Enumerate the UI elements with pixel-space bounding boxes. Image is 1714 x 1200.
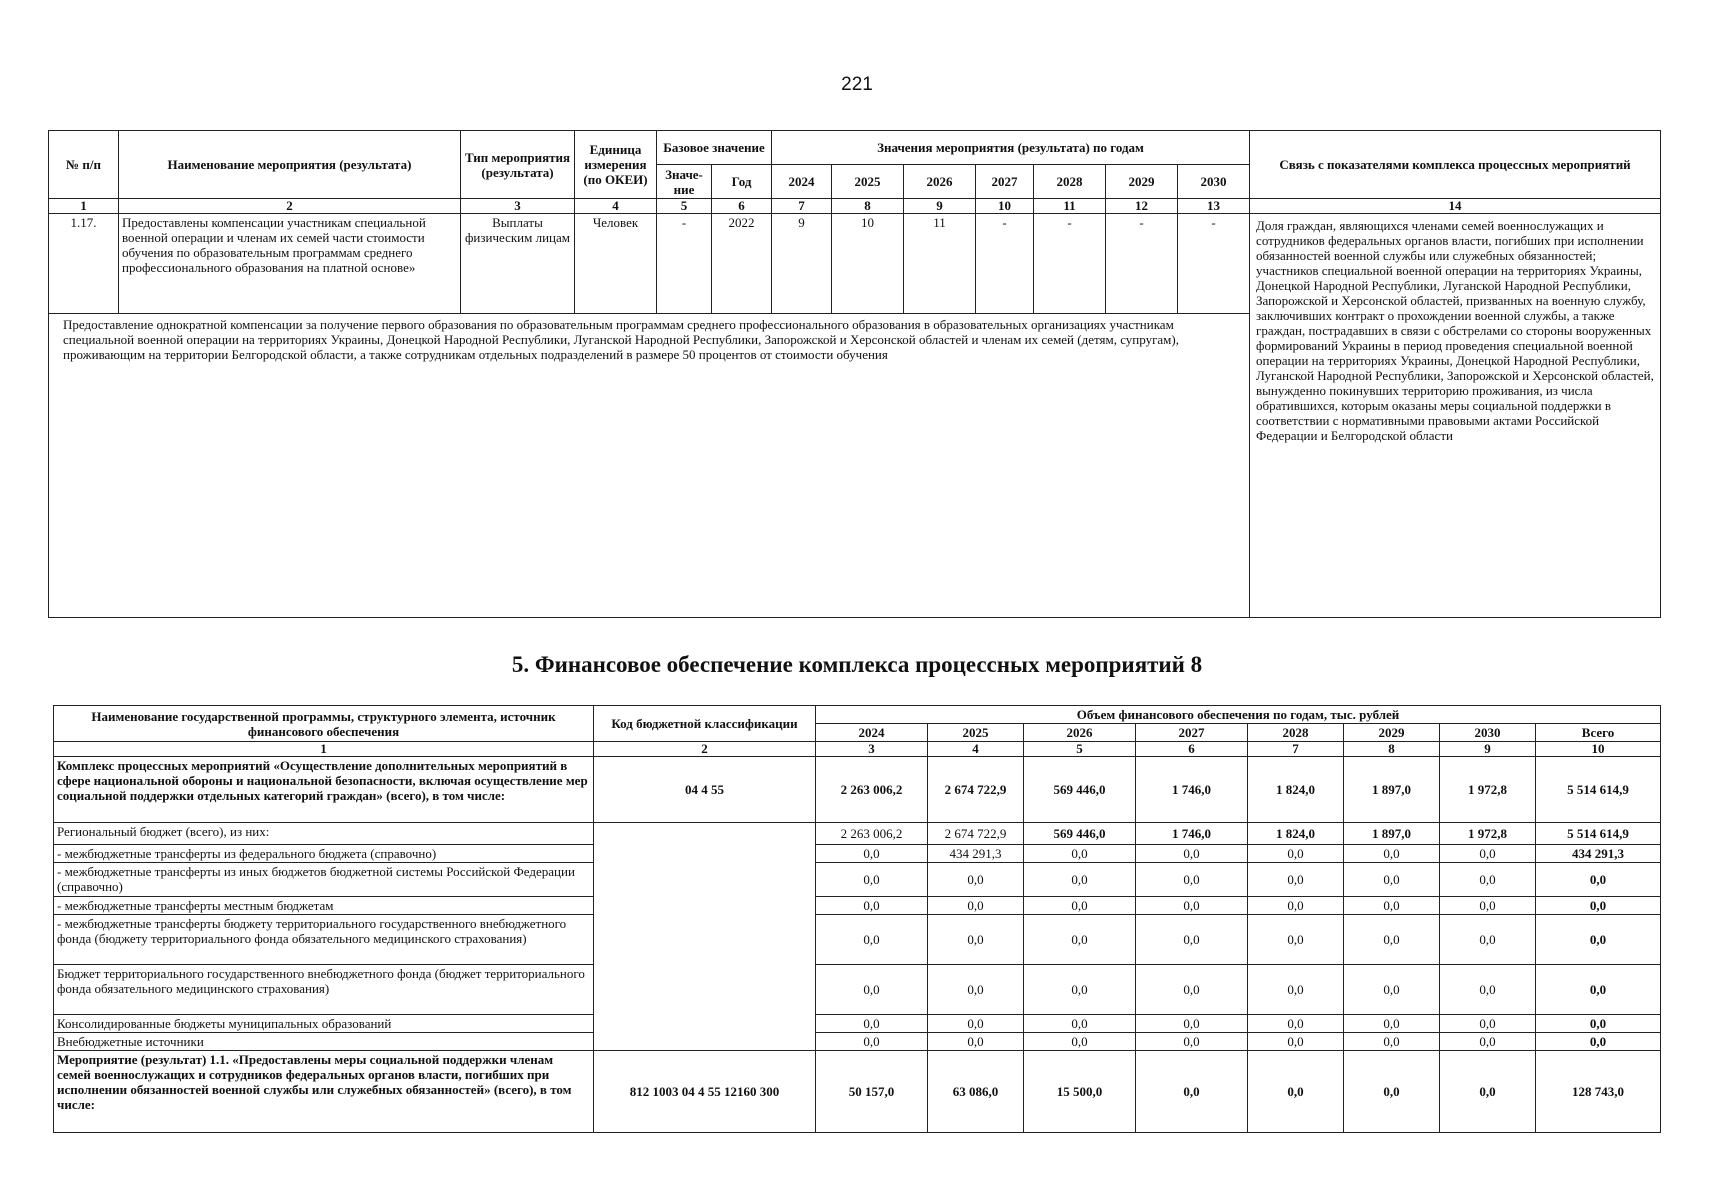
- row-value: 0,0: [1024, 1015, 1136, 1033]
- header-name: Наименование мероприятия (результата): [119, 131, 461, 199]
- header-year: 2027: [1136, 724, 1248, 742]
- row-name: - межбюджетные трансферты из иных бюджетов бюджетной системы Российской Федерации (справочно): [54, 863, 594, 897]
- row-value: 0,0: [1440, 1033, 1536, 1051]
- row-value: 0,0: [1136, 1051, 1248, 1133]
- col-number: 1: [54, 742, 594, 757]
- row-value: 0,0: [1248, 863, 1344, 897]
- row-name: Комплекс процессных мероприятий «Осуществление дополнительных мероприятий в сфере национальной обороны и национальной безопасности, включая осуществление мер социальной поддержки отдельных категорий граждан» (всего), в том числе:: [54, 757, 594, 823]
- table-row: [54, 863, 1661, 897]
- table-row: [54, 965, 1661, 1015]
- col-number: 1: [49, 199, 119, 214]
- col-number: 8: [832, 199, 904, 214]
- header-year: 2024: [772, 165, 832, 199]
- col-number: 9: [1440, 742, 1536, 757]
- col-number: 14: [1250, 199, 1661, 214]
- row-value: -: [1106, 214, 1178, 314]
- col-number: 6: [712, 199, 772, 214]
- row-value: 1 746,0: [1136, 823, 1248, 845]
- row-value: 0,0: [1136, 863, 1248, 897]
- row-value: 0,0: [1136, 845, 1248, 863]
- col-number: 7: [772, 199, 832, 214]
- row-base-year: 2022: [712, 214, 772, 314]
- row-value: 0,0: [1440, 1015, 1536, 1033]
- row-type: Выплаты физическим лицам: [461, 214, 575, 314]
- row-value: 0,0: [1344, 863, 1440, 897]
- row-value: 2 263 006,2: [816, 823, 928, 845]
- table-row: [54, 915, 1661, 965]
- row-value: 0,0: [1248, 915, 1344, 965]
- col-number: 5: [1024, 742, 1136, 757]
- col-number: 6: [1136, 742, 1248, 757]
- row-value: 0,0: [1344, 965, 1440, 1015]
- row-value: 434 291,3: [928, 845, 1024, 863]
- row-value: 15 500,0: [1024, 1051, 1136, 1133]
- header-total: Всего: [1536, 724, 1661, 742]
- row-value: 2 674 722,9: [928, 757, 1024, 823]
- col-number: 4: [928, 742, 1024, 757]
- table-row: [54, 1051, 1661, 1133]
- header-base: Базовое значение: [657, 131, 772, 165]
- row-total: 5 514 614,9: [1536, 757, 1661, 823]
- header-year: 2028: [1248, 724, 1344, 742]
- row-value: 1 897,0: [1344, 823, 1440, 845]
- header-year: 2026: [1024, 724, 1136, 742]
- row-name: - межбюджетные трансферты бюджету территориального государственного внебюджетного фонда (бюджету территориального фонда обязательного медицинского страхования): [54, 915, 594, 965]
- header-link: Связь с показателями комплекса процессных мероприятий: [1250, 131, 1661, 199]
- row-name: Региональный бюджет (всего), из них:: [54, 823, 594, 845]
- row-name: Консолидированные бюджеты муниципальных образований: [54, 1015, 594, 1033]
- header-year: 2029: [1344, 724, 1440, 742]
- header-base-value: Значе-ние: [657, 165, 712, 199]
- row-value: 0,0: [1440, 965, 1536, 1015]
- table-row: [49, 214, 1661, 314]
- row-value: 0,0: [1248, 1015, 1344, 1033]
- row-value: 569 446,0: [1024, 823, 1136, 845]
- table-row: [54, 897, 1661, 915]
- row-value: 2 674 722,9: [928, 823, 1024, 845]
- header-year: 2025: [832, 165, 904, 199]
- row-value: 0,0: [816, 863, 928, 897]
- finance-table: [53, 705, 1661, 1133]
- row-name: Мероприятие (результат) 1.1. «Предоставлены меры социальной поддержки членам семей военнослужащих и сотрудников федеральных органов власти, погибших при исполнении обязанностей военной службы или служебных обязанностей» (всего), в том числе:: [54, 1051, 594, 1133]
- row-value: 0,0: [1248, 845, 1344, 863]
- header-year: 2028: [1034, 165, 1106, 199]
- col-number: 13: [1178, 199, 1250, 214]
- row-value: 0,0: [816, 897, 928, 915]
- measures-table: [48, 130, 1661, 618]
- row-value: -: [976, 214, 1034, 314]
- col-number: 7: [1248, 742, 1344, 757]
- row-code: 04 4 55: [594, 757, 816, 823]
- row-total: 0,0: [1536, 897, 1661, 915]
- header-name: Наименование государственной программы, структурного элемента, источник финансового обеспечения: [54, 706, 594, 742]
- row-total: 434 291,3: [1536, 845, 1661, 863]
- row-value: 0,0: [1440, 863, 1536, 897]
- row-name: - межбюджетные трансферты местным бюджетам: [54, 897, 594, 915]
- row-value: 0,0: [1024, 1033, 1136, 1051]
- row-value: 0,0: [1248, 965, 1344, 1015]
- header-unit: Единица измерения (по ОКЕИ): [575, 131, 657, 199]
- row-value: 0,0: [816, 1033, 928, 1051]
- row-total: 128 743,0: [1536, 1051, 1661, 1133]
- header-year: 2030: [1178, 165, 1250, 199]
- row-value: 0,0: [1136, 1015, 1248, 1033]
- row-value: 0,0: [1248, 1033, 1344, 1051]
- row-name: - межбюджетные трансферты из федерального бюджета (справочно): [54, 845, 594, 863]
- row-code-empty: [594, 823, 816, 1051]
- section-title: 5. Финансовое обеспечение комплекса процессных мероприятий 8: [511, 652, 1203, 677]
- header-volume: Объем финансового обеспечения по годам, тыс. рублей: [816, 706, 1661, 724]
- table-row: [54, 823, 1661, 845]
- col-number: 12: [1106, 199, 1178, 214]
- row-value: 0,0: [928, 915, 1024, 965]
- row-name: Внебюджетные источники: [54, 1033, 594, 1051]
- row-value: 50 157,0: [816, 1051, 928, 1133]
- row-total: 0,0: [1536, 1033, 1661, 1051]
- row-value: 0,0: [1024, 863, 1136, 897]
- col-number: 10: [976, 199, 1034, 214]
- header-year: 2024: [816, 724, 928, 742]
- row-description: Предоставление однократной компенсации за получение первого образования по образовательным программам среднего профессионального образования в образовательных организациях участникам специальной военной операции на территориях Украины, Донецкой Народной Республики, Луганской Народной Республики, Запорожской и Херсонской областей и членам их семей (детям, супругам), проживающим на территории Белгородской области, а также сотрудникам отдельных подразделений в размере 50 процентов от стоимости обучения: [49, 314, 1250, 618]
- row-value: 0,0: [816, 1015, 928, 1033]
- row-value: -: [1178, 214, 1250, 314]
- row-total: 0,0: [1536, 965, 1661, 1015]
- header-type: Тип мероприятия (результата): [461, 131, 575, 199]
- row-value: 0,0: [928, 1015, 1024, 1033]
- col-number: 5: [657, 199, 712, 214]
- header-year: 2027: [976, 165, 1034, 199]
- row-total: 0,0: [1536, 1015, 1661, 1033]
- row-base-value: -: [657, 214, 712, 314]
- row-value: 0,0: [1344, 1015, 1440, 1033]
- row-value: 0,0: [1344, 1051, 1440, 1133]
- header-year: 2026: [904, 165, 976, 199]
- table-row: [54, 845, 1661, 863]
- row-total: 0,0: [1536, 863, 1661, 897]
- row-value: 0,0: [1024, 897, 1136, 915]
- row-value: 0,0: [1024, 965, 1136, 1015]
- col-number: 8: [1344, 742, 1440, 757]
- table-row: [54, 1033, 1661, 1051]
- row-value: 10: [832, 214, 904, 314]
- header-code: Код бюджетной классификации: [594, 706, 816, 742]
- row-value: 0,0: [928, 965, 1024, 1015]
- col-number: 4: [575, 199, 657, 214]
- row-value: 0,0: [1024, 845, 1136, 863]
- row-value: 0,0: [816, 845, 928, 863]
- header-year: 2030: [1440, 724, 1536, 742]
- header-year: 2025: [928, 724, 1024, 742]
- row-value: 0,0: [1440, 1051, 1536, 1133]
- row-unit: Человек: [575, 214, 657, 314]
- row-value: 0,0: [816, 965, 928, 1015]
- row-value: 1 972,8: [1440, 757, 1536, 823]
- row-value: 11: [904, 214, 976, 314]
- col-number: 3: [461, 199, 575, 214]
- row-value: 0,0: [1024, 915, 1136, 965]
- col-number: 11: [1034, 199, 1106, 214]
- row-value: 0,0: [928, 897, 1024, 915]
- header-years-title: Значения мероприятия (результата) по годам: [772, 131, 1250, 165]
- row-value: 9: [772, 214, 832, 314]
- row-value: 0,0: [1344, 897, 1440, 915]
- row-value: 569 446,0: [1024, 757, 1136, 823]
- row-value: 0,0: [1136, 965, 1248, 1015]
- row-value: 0,0: [1440, 897, 1536, 915]
- row-value: 1 824,0: [1248, 757, 1344, 823]
- row-value: 0,0: [1136, 1033, 1248, 1051]
- header-year: 2029: [1106, 165, 1178, 199]
- row-link: Доля граждан, являющихся членами семей военнослужащих и сотрудников федеральных органов власти, погибших при исполнении обязанностей военной службы или служебных обязанностей; участников специальной военной операции на территориях Украины, Донецкой Народной Республики, Луганской Народной Республики, Запорожской и Херсонской областей, призванных на военную службу, заключивших контракт о прохождении военной службы, а также граждан, пострадавших в связи с обстрелами со стороны вооруженных формирований Украины в период проведения специальной военной операции на территориях Украины, Донецкой Народной Республики, Луганской Народной Республики, Запорожской и Херсонской областей, вынужденно покинувших территорию проживания, из числа обратившихся, которым оказаны меры социальной поддержки в соответствии с нормативными правовыми актами Российской Федерации и Белгородской области: [1250, 214, 1661, 618]
- row-value: 2 263 006,2: [816, 757, 928, 823]
- row-value: 1 972,8: [1440, 823, 1536, 845]
- page-number: 221: [841, 74, 873, 95]
- row-total: 5 514 614,9: [1536, 823, 1661, 845]
- row-name: Предоставлены компенсации участникам специальной военной операции и членам их семей части стоимости обучения по образовательным программам среднего профессионального образования на платной основе»: [119, 214, 461, 314]
- row-value: 1 746,0: [1136, 757, 1248, 823]
- row-value: 0,0: [1344, 845, 1440, 863]
- row-value: 0,0: [1136, 897, 1248, 915]
- row-value: 0,0: [928, 863, 1024, 897]
- row-value: 0,0: [1136, 915, 1248, 965]
- row-value: 1 824,0: [1248, 823, 1344, 845]
- row-value: 0,0: [1344, 915, 1440, 965]
- row-value: 0,0: [928, 1033, 1024, 1051]
- row-value: 1 897,0: [1344, 757, 1440, 823]
- row-code: 812 1003 04 4 55 12160 300: [594, 1051, 816, 1133]
- col-number: 3: [816, 742, 928, 757]
- header-num: № п/п: [49, 131, 119, 199]
- row-num: 1.17.: [49, 214, 119, 314]
- row-total: 0,0: [1536, 915, 1661, 965]
- col-number: 2: [119, 199, 461, 214]
- row-value: 0,0: [1440, 915, 1536, 965]
- row-value: 0,0: [1248, 1051, 1344, 1133]
- col-number: 9: [904, 199, 976, 214]
- table-row: [54, 757, 1661, 823]
- col-number: 2: [594, 742, 816, 757]
- row-name: Бюджет территориального государственного внебюджетного фонда (бюджет территориального фонда обязательного медицинского страхования): [54, 965, 594, 1015]
- header-base-year: Год: [712, 165, 772, 199]
- col-number: 10: [1536, 742, 1661, 757]
- table-row: [54, 1015, 1661, 1033]
- row-value: 0,0: [816, 915, 928, 965]
- row-value: 63 086,0: [928, 1051, 1024, 1133]
- row-value: 0,0: [1344, 1033, 1440, 1051]
- row-value: 0,0: [1440, 845, 1536, 863]
- row-value: -: [1034, 214, 1106, 314]
- row-value: 0,0: [1248, 897, 1344, 915]
